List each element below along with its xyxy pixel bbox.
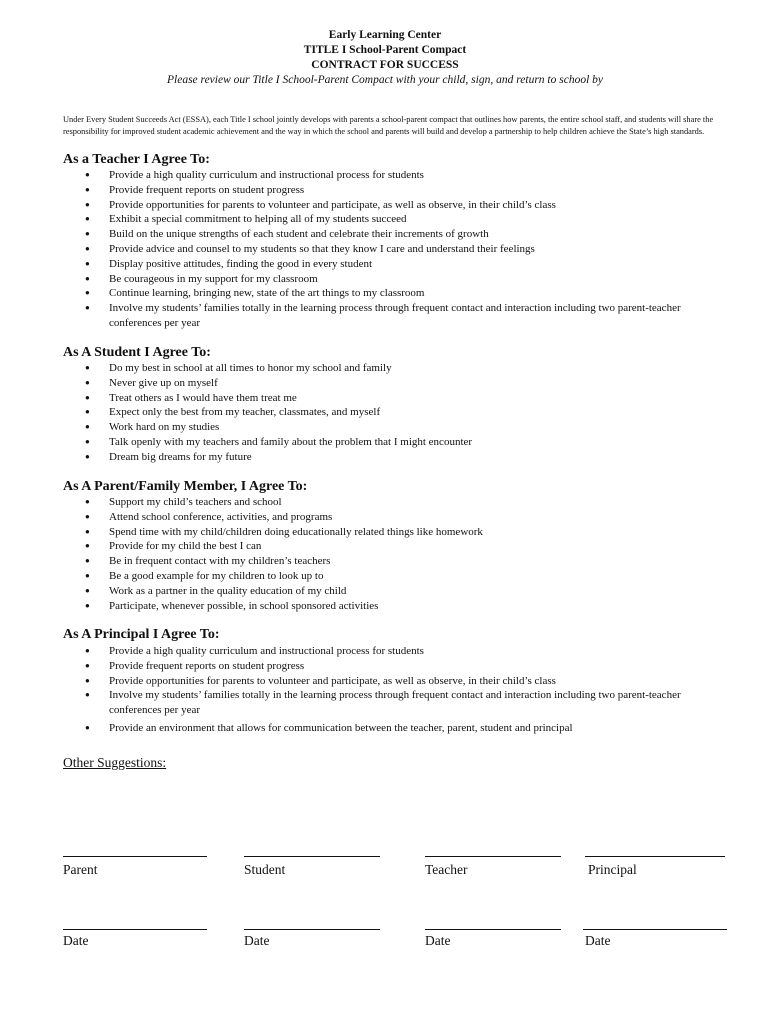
parent-list [0,495,740,613]
teacher-date-line[interactable] [425,929,561,930]
other-suggestions-label: Other Suggestions: [63,755,167,770]
principal-section-title: As A Principal I Agree To: [63,627,220,642]
list-item: ● Provide opportunities for parents to volunteer and participate, as well as observe, in their child’s class [0,198,731,213]
list-item: ● Talk openly with my teachers and family about the problem that I might encounter [0,435,731,450]
principal-date-label: Date [585,933,611,948]
student-signature-label: Student [244,862,286,877]
list-item: ● Expect only the best from my teacher, classmates, and myself [0,405,731,420]
list-item: ● Provide an environment that allows for communication between the teacher, parent, student and principal [0,721,731,736]
principal-date-line[interactable] [583,929,727,930]
student-date-line[interactable] [244,929,380,930]
principal-signature-label: Principal [588,862,637,877]
list-item: ● Work hard on my studies [0,420,731,435]
teacher-date-label: Date [425,933,451,948]
list-item: ● Build on the unique strengths of each student and celebrate their increments of growth [0,227,731,242]
list-item: ● Never give up on myself [0,376,731,391]
list-item: ● Exhibit a special commitment to helping all of my students succeed [0,212,731,227]
principal-signature-line[interactable] [585,856,725,857]
list-item: ● Provide opportunities for parents to volunteer and participate, as well as observe, in their child’s class [0,674,731,689]
list-item: ● Continue learning, bringing new, state of the art things to my classroom [0,286,731,301]
teacher-list [0,168,740,331]
teacher-section-title: As a Teacher I Agree To: [63,152,210,167]
list-item: ● Provide frequent reports on student progress [0,659,731,674]
org-name: Early Learning Center [328,29,442,41]
principal-list [0,644,740,736]
intro-paragraph: Under Every Student Succeeds Act (ESSA), each Title I school jointly develops with parents a school-parent compact that outlines how parents, the entire school staff, and students will share the responsibility for improved student academic achievement and the way in which the school and parents will build and develop a partnership to help children achieve the State’s high standards. [63,115,714,136]
list-item: ● Provide for my child the best I can [0,539,731,554]
list-item: ● Provide advice and counsel to my students so that they know I care and understand their feelings [0,242,731,257]
list-item: ● Be courageous in my support for my classroom [0,272,731,287]
student-list [0,361,740,465]
list-item: ● Attend school conference, activities, and programs [0,510,731,525]
list-item: ● Provide frequent reports on student progress [0,183,731,198]
return-instructions: Please review our Title I School-Parent Compact with your child, sign, and return to school by [167,74,603,86]
parent-section-title: As A Parent/Family Member, I Agree To: [63,479,308,494]
list-item: ● Provide a high quality curriculum and instructional process for students [0,644,731,659]
list-item: ● Work as a partner in the quality education of my child [0,584,731,599]
parent-signature-line[interactable] [63,856,207,857]
list-item: ● Do my best in school at all times to honor my school and family [0,361,731,376]
list-item: ● Dream big dreams for my future [0,450,731,465]
teacher-signature-line[interactable] [425,856,561,857]
student-signature-line[interactable] [244,856,380,857]
document-title: TITLE I School-Parent Compact [303,44,467,56]
list-item: ● Treat others as I would have them treat me [0,391,731,406]
list-item: ● Be a good example for my children to look up to [0,569,731,584]
list-item: ● Involve my students’ families totally in the learning process through frequent contact and interaction including two parent-teacher conferences per year [0,301,731,331]
list-item: ● Provide a high quality curriculum and instructional process for students [0,168,731,183]
list-item: ● Support my child’s teachers and school [0,495,731,510]
list-item: ● Spend time with my child/children doing educationally related things like homework [0,525,731,540]
parent-date-label: Date [63,933,89,948]
list-item: ● Participate, whenever possible, in school sponsored activities [0,599,731,614]
list-item: ● Involve my students’ families totally in the learning process through frequent contact and interaction including two parent-teacher conferences per year [0,688,731,718]
list-item: ● Display positive attitudes, finding the good in every student [0,257,731,272]
list-item: ● Be in frequent contact with my children’s teachers [0,554,731,569]
student-section-title: As A Student I Agree To: [63,345,211,360]
parent-signature-label: Parent [63,862,98,877]
document-subtitle: CONTRACT FOR SUCCESS [311,59,459,71]
student-date-label: Date [244,933,270,948]
parent-date-line[interactable] [63,929,207,930]
teacher-signature-label: Teacher [425,862,468,877]
